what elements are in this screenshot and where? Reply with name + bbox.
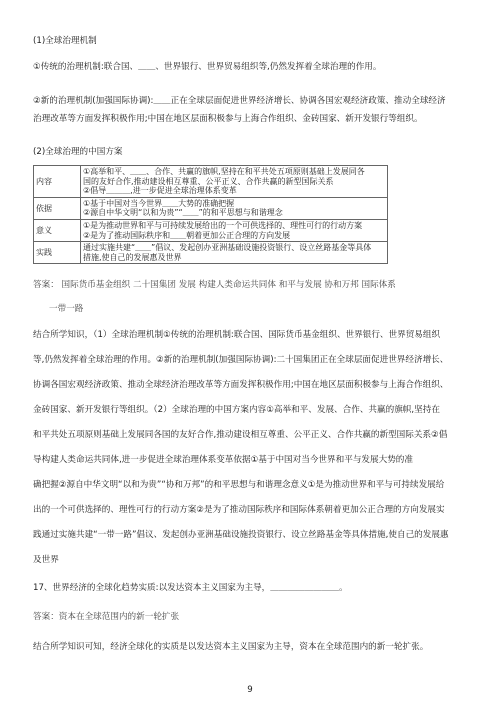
explain-line: 导构建人类命运共同体,进一步促进全球治理体系变革依据①基于中国对当今世界和平与发展大势的准 (33, 455, 413, 465)
question-17: 17、世界经济的全球化趋势实质:以发达资本主义国家为主导，＿＿＿＿＿＿＿＿。 (33, 583, 348, 593)
table-row (34, 242, 388, 264)
table-row (34, 197, 388, 219)
explain-line: 等,仍然发挥着全球治理的作用。②新的治理机制(加强国际协调):二十国集团正在全球层面促进世界经济增长、 (33, 355, 449, 365)
table-cell (81, 219, 388, 241)
answer-17: 答案：资本在全球范围内的新一轮扩张 (33, 612, 180, 622)
plan-table (33, 165, 388, 264)
cell-line: 通过实施共建“＿＿”倡议、发起创办亚洲基础设施投资银行、设立丝路基金等具体 (83, 243, 372, 253)
cell-line: 措施,使自己的发展惠及世界 (83, 252, 182, 262)
explain-17: 结合所学知识可知，经济全球化的实质是以发达资本主义国家为主导，资本在全球范围内的新一轮扩张。 (33, 642, 429, 652)
explain-line: 协调各国宏观经济政策、推动全球经济治理改革等方面发挥积极作用;中国在地区层面积极参与上海合作组织、 (33, 380, 449, 390)
section-heading: (1)全球治理机制 (33, 36, 97, 46)
cell-line: ②源自中华文明“以和为贵”“＿＿”的和平思想与和谐理念 (83, 208, 283, 218)
cell-line: ②是为了推动国际秩序和＿＿朝着更加公正合理的方向发展 (83, 230, 291, 240)
page-number: 9 (247, 685, 253, 695)
paragraph-new-a: ②新的治理机制(加强国际协调):＿＿正在全球层面促进世界经济增长、协调各国宏观经济政策、推动全球经济 (33, 96, 446, 106)
explain-line: 确把握②源自中华文明“以和为贵”“协和万邦”的和平思想与和谐理念意义①是为推动世界和平与可持续发展给 (33, 480, 445, 490)
paragraph-traditional: ①传统的治理机制:联合国、＿＿、世界银行、世界贸易组织等,仍然发挥着全球治理的作用。 (33, 62, 382, 72)
section-heading-china: (2)全球治理的中国方案 (33, 147, 123, 157)
table-label: 依据 (34, 197, 81, 219)
paragraph-new-b: 治理改革等方面发挥积极作用;中国在地区层面积极参与上海合作组织、金砖国家、新开发银行等组织。 (33, 114, 423, 124)
table-cell (81, 242, 388, 264)
cell-line: 国的友好合作,推动建设相互尊重、公平正义、合作共赢的新型国际关系 (83, 176, 334, 186)
table-row (34, 166, 388, 198)
table-label: 意义 (34, 219, 81, 241)
explain-line: 和平共处五项原则基础上发展同各国的友好合作,推动建设相互尊重、公平正义、合作共赢的新型国际关系②倡 (33, 430, 448, 440)
answer-line: 答案： 国际货币基金组织 二十国集团 发展 构建人类命运共同体 和平与发展 协和万邦 国际体系 (33, 280, 396, 290)
explain-line: 结合所学知识，（1）全球治理机制①传统的治理机制:联合国、国际货币基金组织、世界银行、世界贸易组织 (33, 330, 441, 340)
cell-line: ①高举和平、＿＿、合作、共赢的旗帜,坚持在和平共处五项原则基础上发展同各 (83, 167, 365, 176)
table-label: 内容 (34, 166, 81, 198)
explain-line: 金砖国家、新开发银行等组织。（2）全球治理的中国方案内容①高举和平、发展、合作、共赢的旗帜,坚持在 (33, 405, 440, 415)
table-cell (81, 197, 388, 219)
explain-line: 出的一个可供选择的、理性可行的行动方案②是为了推动国际秩序和国际体系朝着更加公正合理的方向发展实 (33, 505, 445, 515)
cell-line: ②倡导＿＿＿,进一步促进全球治理体系变革 (83, 186, 237, 196)
cell-line: ①基于中国对当今世界＿＿大势的准确把握 (83, 198, 235, 208)
answer-line-cont: 一带一路 (49, 304, 84, 314)
table-label: 实践 (34, 242, 81, 264)
table-cell (81, 166, 388, 198)
explain-line: 及世界 (33, 555, 59, 565)
explain-line: 践通过实施共建“一带一路”倡议、发起创办亚洲基础设施投资银行、设立丝路基金等具体措施,使自己的发展惠 (33, 530, 449, 540)
cell-line: ①是为推动世界和平与可持续发展给出的一个可供选择的、理性可行的行动方案 (83, 220, 363, 230)
table-row (34, 219, 388, 241)
